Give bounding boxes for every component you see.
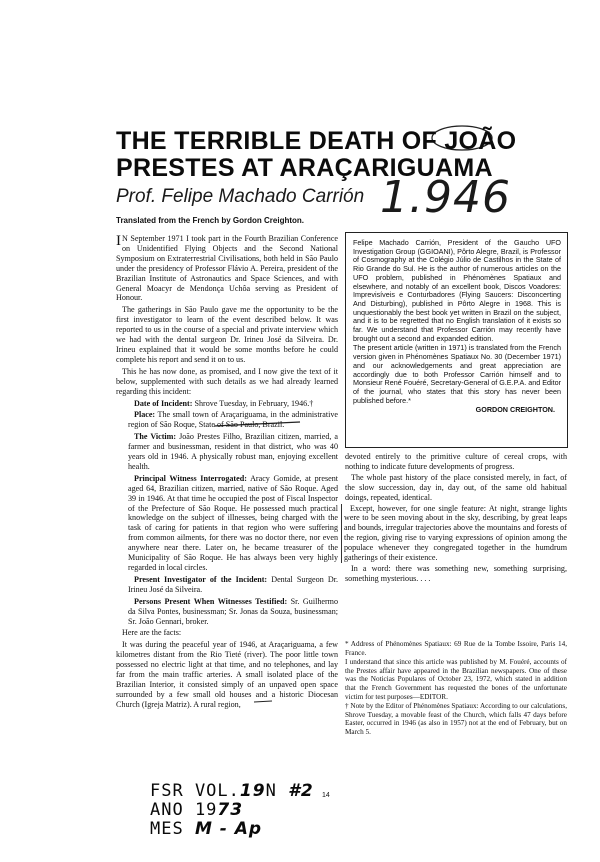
author-bio-box <box>345 232 568 448</box>
bio-signature: GORDON CREIGHTON. <box>475 405 555 415</box>
title-line-1: THE TERRIBLE DEATH OF JOÃO <box>116 127 517 155</box>
detail-place: Place: The small town of Araçariguama, in the administrative region of São Roque, State of São Paulo, Brazil. <box>128 410 338 430</box>
stamp-year-value: 73 <box>217 800 244 820</box>
detail-victim: The Victim: João Prestes Filho, Brazilian citizen, married, a farmer and businessman, resident in that district, who was 40 years old in 1946. A physically robust man, enjoying excellent health. <box>128 432 338 471</box>
intro-paragraph-3: This he has now done, as promised, and I now give the text of it below, supplemented with such details as we had already learned regarding this incident: <box>116 366 338 396</box>
intro-paragraph-2: The gatherings in São Paulo gave me the opportunity to be the first investigator to learn of the event described below. It was reported to us in the course of a special and private interview which we had with the dental surgeon Dr. Irineu José da Silveira. Dr. Irineu explained that it would be some months before he could complete his report and send it on to us. <box>116 305 338 364</box>
drop-cap: I <box>116 233 121 249</box>
right-paragraph-2: The whole past history of the place consisted merely, in fact, of the slow succession, day in, day out, of the same old habitual doings, repeated, identical. <box>345 472 567 502</box>
author-byline: Prof. Felipe Machado Carrión <box>116 186 365 207</box>
stamp-year-line: ANO 1973 <box>150 800 244 820</box>
page-number: 14 <box>322 792 330 799</box>
stamp-volume-line: FSR VOL.19N #2 <box>150 781 314 801</box>
footnote-shrove-tuesday: † Note by the Editor of Phénomènes Spatiaux: According to our calculations, Shrove Tuesday, a movable feast of the Church, which falls 47 days before Easter, occurred in 1946 (as also in 1957) not at the end of February, but on March 5. <box>345 702 567 736</box>
stamp-vol-number: 19 <box>239 781 266 801</box>
detail-persons-present: Persons Present When Witnesses Testified: Sr. Guilhermo da Silva Pontes, businessman; Sr. Jonas da Souza, businessman; Sr. João Gennari, broker. <box>128 596 338 626</box>
detail-witness: Principal Witness Interrogated: Aracy Gomide, at present aged 64, Brazilian citizen, married, native of São Roque. Aged 39 in 1946. At that time he occupied the post of Fiscal Inspector of the Prefecture of São Roque. He possessed much practical knowledge on the subject of illnesses, being charged with the task of caring for patients in that region who were suffering from common ailments, for there was no doctor there, nor even anywhere near there. Later on, he became treasurer of the Municipality of São Roque. He has always been very highly regarded in local circles. <box>128 473 339 572</box>
stamp-issue-number: #2 <box>288 781 314 801</box>
footnote-editor: I understand that since this article was published by M. Fouéré, accounts of the Prestes affair have appeared in the Brazilian newspapers. One of these was the Noticias Populares of October 23, 1972, which stated in addition that the French Government has requested the bones of the unfortunate victim for test purposes—EDITOR. <box>345 658 567 701</box>
detail-date: Date of Incident: Shrove Tuesday, in February, 1946.† <box>134 398 314 408</box>
facts-paragraph: It was during the peaceful year of 1946, at Araçariguama, a few kilometres distant from the Rio Tieté (river). The poor little town possessed no electric light at that time, and no telephones, and lay far from the main traffic arteries. A small isolated place of the Brazilian Interior, it consisted simply of an unpaved open space surrounded by a few small old houses and a historic Diocesan Church (Igreja Matriz). A rural region, <box>116 640 338 709</box>
left-column <box>116 234 338 712</box>
bio-paragraph-2: The present article (written in 1971) is translated from the French version given in Phénomènes Spatiaux No. 30 (December 1971) and our acknowledgements and great appreciation are accordingly due to both Professor Carrión himself and to Monsieur René Fouéré, Secretary-General of G.E.P.A. and Editor of the journal, who states that this story has never been published before.* <box>353 343 562 405</box>
detail-investigator: Present Investigator of the Incident: Dental Surgeon Dr. Irineu José da Silveira. <box>128 574 338 594</box>
bio-paragraph-1: Felipe Machado Carrión, President of the Gaucho UFO Investigation Group (GGIOANI), Pôrto Alegre, Brazil, is Professor of Cosmography at the Colégio Júlio de Castilhos in the State of Rio Grande do Sul. He is the author of numerous articles on the UFO problem, published in Phénomènes Spatiaux and elsewhere, and notably of an excellent book, Discos Voadores: Imprevisíveis e Conturbadores (Flying Saucers: Disconcerting And Disturbing), published in Pôrto Alegre in 1968. This is unquestionably the best book yet written in Brazil on the subject, and it is to be regretted that no English translation of it exists so far. We understand that Professor Carrión may recently have brought out a second and expanded edition. <box>353 238 561 343</box>
right-column <box>345 452 567 585</box>
handwritten-year: 1.946 <box>380 172 511 223</box>
translator-credit: Translated from the French by Gordon Creighton. <box>116 216 305 225</box>
facts-intro: Here are the facts: <box>122 628 182 638</box>
title-line-2: PRESTES AT ARAÇARIGUAMA <box>116 154 493 182</box>
footnote-address: * Address of Phénomènes Spatiaux: 69 Rue de la Tombe Issoire, Paris 14, France. <box>345 640 567 657</box>
right-paragraph-1: devoted entirely to the primitive culture of cereal crops, with nothing to indicate future developments of progress. <box>345 452 567 471</box>
stamp-month-value: M - Ap <box>194 819 263 839</box>
right-paragraph-4: In a word: there was something new, something surprising, something mysterious. . . . <box>345 563 567 583</box>
footnotes <box>345 640 567 738</box>
right-paragraph-3: Except, however, for one single feature: At night, strange lights were to be seen moving about in the sky, describing, by great leaps and bounds, irregular trajectories above the mountains and forests of the region, giving rise to varying expressions of opinion among the populace whenever they congregated together in the humdrum gatherings of their existence. <box>341 504 567 563</box>
intro-paragraph-1: I N September 1971 I took part in the Fourth Brazilian Conference on Unidentified Flying Objects and the Second National Symposium on Extraterrestrial Civilisations, both held in São Paulo under the presidency of Professor Flávio A. Pereira, president of the Brazilian Institute of Astronautics and Space Sciences, and with General Moacyr de Mendonça Uchôa serving as President of Honour. <box>116 233 338 303</box>
archive-stamp <box>150 782 314 839</box>
stamp-month-line: MES M - Ap <box>150 819 263 839</box>
